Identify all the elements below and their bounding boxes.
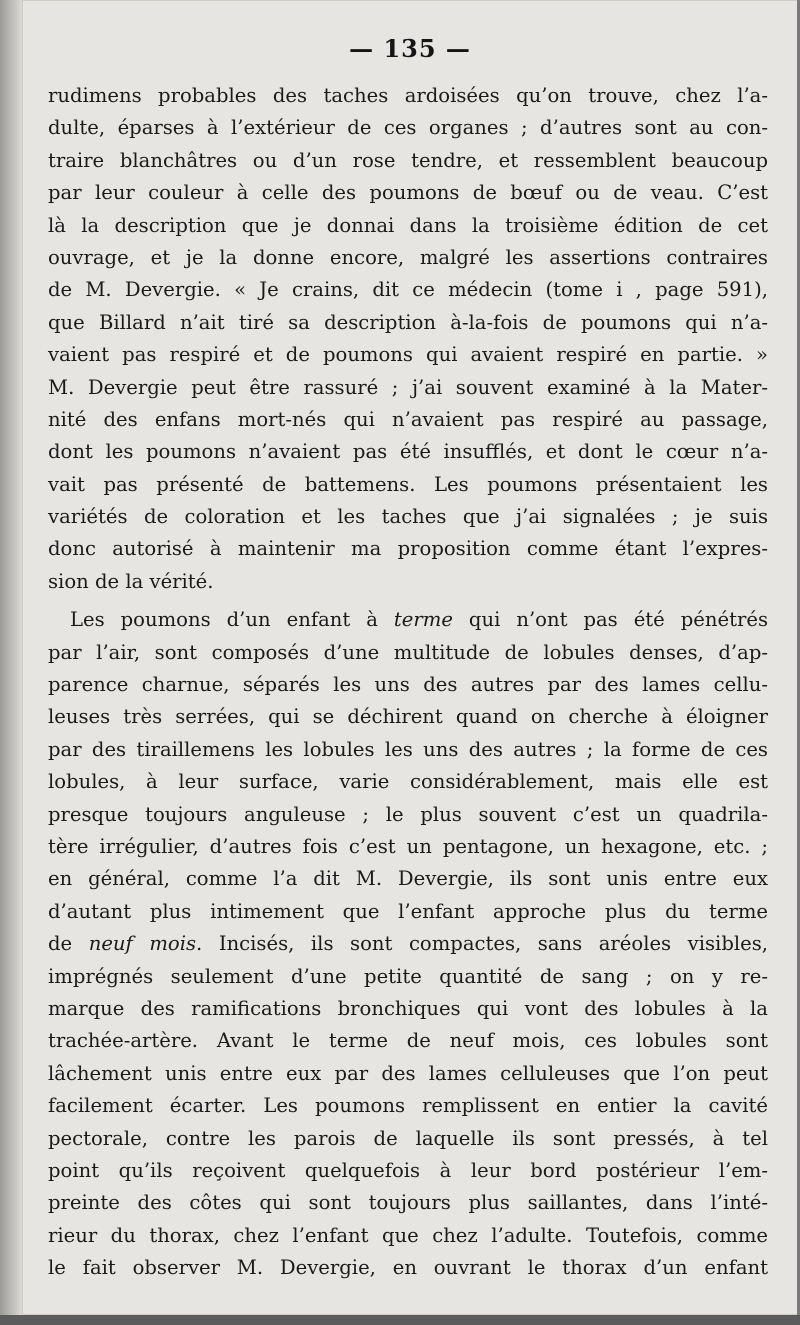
text-line: par l’air, sont composés d’une multitude de lobules denses, d’ap- xyxy=(48,640,768,664)
page-bottom-edge xyxy=(0,1315,800,1325)
text-line: trachée-artère. Avant le terme de neuf mois, ces lobules sont xyxy=(48,1029,768,1053)
text-line: pectorale, contre les parois de laquelle ils sont pressés, à tel xyxy=(48,1126,768,1150)
text-line: presque toujours anguleuse ; le plus souvent c’est un quadrila- xyxy=(48,802,768,826)
text-line: par leur couleur à celle des poumons de bœuf ou de veau. C’est xyxy=(48,181,768,205)
body-text xyxy=(48,80,768,1284)
page-left-edge xyxy=(0,0,22,1325)
text-line: vait pas présenté de battemens. Les poumons présentaient les xyxy=(48,472,768,496)
text-line: rieur du thorax, chez l’enfant que chez l’adulte. Toutefois, comme xyxy=(48,1223,768,1247)
text-line: ouvrage, et je la donne encore, malgré les assertions contraires xyxy=(48,245,768,269)
text-line: leuses très serrées, qui se déchirent quand on cherche à éloigner xyxy=(48,705,768,729)
text-line: dont les poumons n’avaient pas été insufflés, et dont le cœur n’a- xyxy=(48,440,768,464)
text-line: le fait observer M. Devergie, en ouvrant le thorax d’un enfant xyxy=(48,1256,768,1280)
text-line: preinte des côtes qui sont toujours plus saillantes, dans l’inté- xyxy=(48,1191,768,1215)
paragraph-1 xyxy=(48,80,768,598)
text-line: donc autorisé à maintenir ma proposition comme étant l’expres- xyxy=(48,537,768,561)
book-page xyxy=(22,0,798,1315)
text-line: marque des ramifications bronchiques qui vont des lobules à la xyxy=(48,996,768,1020)
text-line: là la description que je donnai dans la troisième édition de cet xyxy=(48,213,768,237)
text-line: en général, comme l’a dit M. Devergie, ils sont unis entre eux xyxy=(48,867,768,891)
text-line: point qu’ils reçoivent quelquefois à leur bord postérieur l’em- xyxy=(48,1158,768,1182)
text-line: M. Devergie peut être rassuré ; j’ai souvent examiné à la Mater- xyxy=(48,375,768,399)
text-line: de neuf mois. Incisés, ils sont compactes, sans aréoles visibles, xyxy=(48,932,769,956)
text-line: imprégnés seulement d’une petite quantité de sang ; on y re- xyxy=(48,964,768,988)
text-line: lobules, à leur surface, varie considérablement, mais elle est xyxy=(48,770,768,794)
text-line: que Billard n’ait tiré sa description à-la-fois de poumons qui n’a- xyxy=(48,310,768,334)
text-line: Les poumons d’un enfant à terme qui n’ont pas été pénétrés xyxy=(70,608,768,632)
text-line: traire blanchâtres ou d’un rose tendre, et ressemblent beaucoup xyxy=(48,148,768,172)
text-line: variétés de coloration et les taches que j’ai signalées ; je suis xyxy=(48,505,768,529)
text-line: dulte, éparses à l’extérieur de ces organes ; d’autres sont au con- xyxy=(48,116,768,140)
text-line: rudimens probables des taches ardoisées qu’on trouve, chez l’a- xyxy=(48,84,768,107)
text-line: tère irrégulier, d’autres fois c’est un pentagone, un hexagone, etc. ; xyxy=(48,834,768,858)
text-line: de M. Devergie. « Je crains, dit ce médecin (tome i , page 591), xyxy=(48,278,768,302)
text-line: facilement écarter. Les poumons remplissent en entier la cavité xyxy=(48,1094,768,1118)
text-line: nité des enfans mort-nés qui n’avaient pas respiré au passage, xyxy=(48,407,768,431)
page-number: — 135 — xyxy=(349,34,471,63)
paragraph-2 xyxy=(48,604,768,1284)
text-line: par des tiraillemens les lobules les uns des autres ; la forme de ces xyxy=(48,737,768,761)
text-line: parence charnue, séparés les uns des autres par des lames cellu- xyxy=(48,673,768,697)
text-line: lâchement unis entre eux par des lames celluleuses que l’on peut xyxy=(48,1061,768,1085)
text-line: sion de la vérité. xyxy=(48,569,214,593)
text-line: d’autant plus intimement que l’enfant approche plus du terme xyxy=(48,899,768,923)
text-line: vaient pas respiré et de poumons qui avaient respiré en partie. » xyxy=(48,343,768,367)
